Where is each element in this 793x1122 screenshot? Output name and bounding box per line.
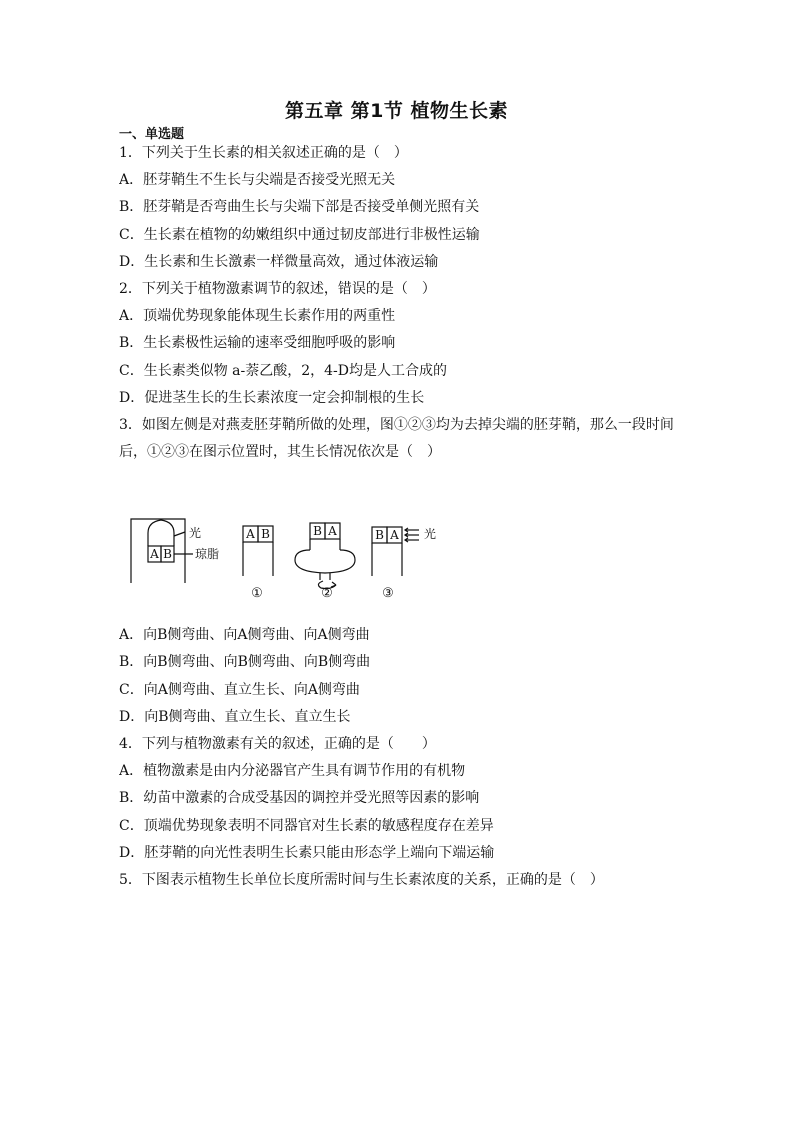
- q3-stem-line1: 3．如图左侧是对燕麦胚芽鞘所做的处理，图①②③均为去掉尖端的胚芽鞘，那么一段时间: [119, 416, 674, 433]
- q4-option-b: B．幼苗中激素的合成受基因的调控并受光照等因素的影响: [119, 790, 480, 807]
- q2-stem: 2．下列关于植物激素调节的叙述，错误的是（ ）: [119, 280, 436, 297]
- setup3-number: ③: [382, 586, 394, 602]
- left-label-b: B: [163, 547, 172, 562]
- light-label: 光: [189, 526, 202, 541]
- agar-label: 琼脂: [195, 547, 220, 562]
- q1-option-c: C．生长素在植物的幼嫩组织中通过韧皮部进行非极性运输: [119, 226, 480, 243]
- setup2-number: ②: [321, 586, 333, 602]
- setup-3: [372, 526, 436, 601]
- q1-stem: 1．下列关于生长素的相关叙述正确的是（ ）: [119, 145, 408, 161]
- q3-option-b: B．向B侧弯曲、向B侧弯曲、向B侧弯曲: [119, 654, 371, 671]
- q5-stem: 5．下图表示植物生长单位长度所需时间与生长素浓度的关系，正确的是（ ）: [119, 871, 604, 888]
- setup1-label-a: A: [246, 527, 255, 542]
- q2-option-d: D．促进茎生长的生长素浓度一定会抑制根的生长: [119, 389, 425, 406]
- q2-option-a: A．顶端优势现象能体现生长素作用的两重性: [119, 308, 396, 325]
- page-title: 第五章 第1节 植物生长素: [285, 100, 508, 122]
- q4-stem: 4．下列与植物激素有关的叙述，正确的是（ ）: [119, 736, 436, 752]
- q3-stem-line2: 后，①②③在图示位置时，其生长情况依次是（ ）: [119, 444, 441, 461]
- q4-option-c: C．顶端优势现象表明不同器官对生长素的敏感程度存在差异: [119, 817, 494, 834]
- coleoptile-1-walls: [243, 542, 273, 576]
- rotation-stem: [320, 573, 330, 580]
- setup1-label-b: B: [261, 527, 270, 542]
- light-pointer-line: [174, 532, 185, 536]
- left-label-a: A: [150, 547, 159, 562]
- setup2-label-b: B: [313, 524, 322, 539]
- setup2-label-a: A: [328, 524, 337, 539]
- q3-figure: [119, 466, 689, 622]
- coleoptile-diagram: [119, 466, 689, 622]
- setup3-light-label: 光: [424, 527, 437, 542]
- coleoptile-tip: [148, 520, 174, 546]
- q3-option-a: A．向B侧弯曲、向A侧弯曲、向A侧弯曲: [119, 627, 370, 644]
- q1-option-a: A．胚芽鞘生不生长与尖端是否接受光照无关: [119, 172, 396, 189]
- light-arrows-icon: [405, 528, 419, 542]
- section-heading: 一、单选题: [119, 127, 185, 142]
- q2-option-b: B．生长素极性运输的速率受细胞呼吸的影响: [119, 335, 396, 352]
- q3-option-c: C．向A侧弯曲、直立生长、向A侧弯曲: [119, 681, 360, 698]
- q1-option-d: D．生长素和生长激素一样微量高效，通过体液运输: [119, 253, 439, 270]
- setup-2: [295, 523, 355, 601]
- q4-option-d: D．胚芽鞘的向光性表明生长素只能由形态学上端向下端运输: [119, 844, 495, 861]
- q2-option-c: C．生长素类似物 a-萘乙酸，2，4-D均是人工合成的: [119, 362, 448, 379]
- setup3-label-a: A: [390, 528, 399, 543]
- setup3-label-b: B: [375, 528, 384, 543]
- q3-option-d: D．向B侧弯曲、直立生长、直立生长: [119, 708, 351, 725]
- q1-option-b: B．胚芽鞘是否弯曲生长与尖端下部是否接受单侧光照有关: [119, 199, 480, 216]
- setup-1: [243, 526, 273, 601]
- question-list: [119, 140, 689, 894]
- rotating-platform: [295, 550, 355, 573]
- tip-on-agar-setup: [131, 519, 219, 583]
- q4-option-a: A．植物激素是由内分泌器官产生具有调节作用的有机物: [119, 763, 466, 780]
- setup1-number: ①: [251, 586, 263, 602]
- coleoptile-3-walls: [372, 543, 402, 576]
- coleoptile-2-walls: [310, 539, 340, 550]
